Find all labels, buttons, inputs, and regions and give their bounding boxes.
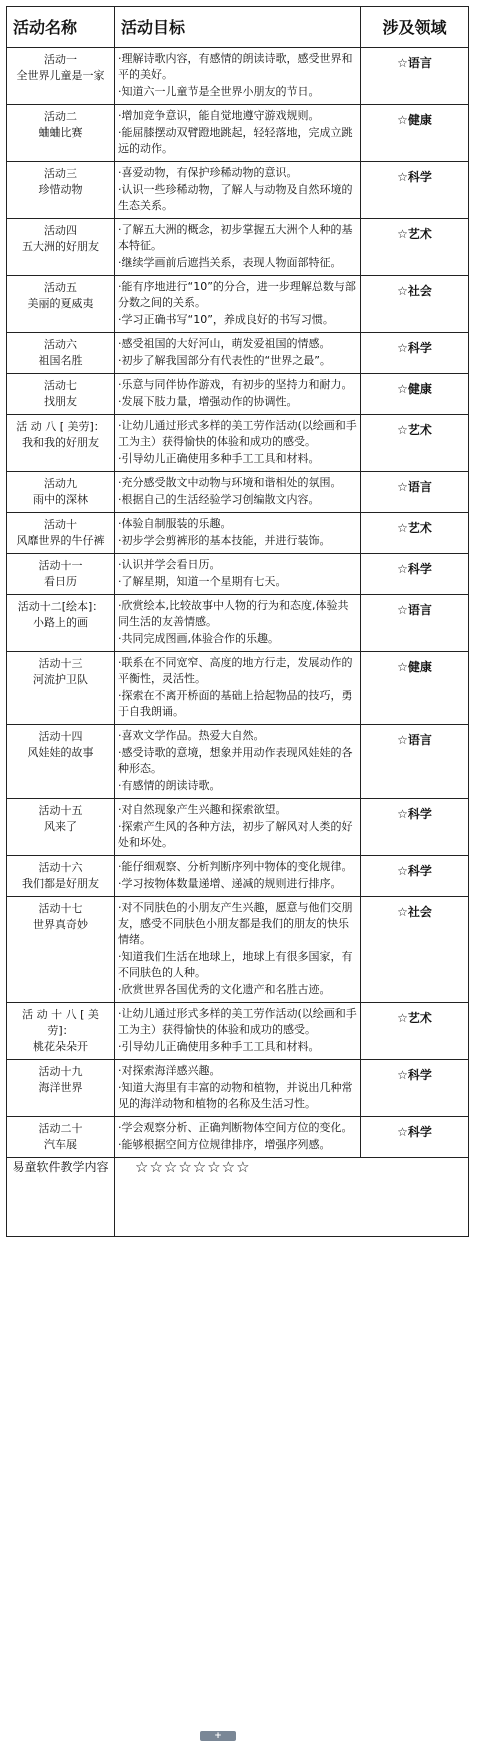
- activity-name-cell: [7, 513, 115, 554]
- activity-title: 蛐蛐比赛: [38, 126, 83, 139]
- activity-goals-cell: [115, 554, 361, 595]
- activity-title: 全世界儿童是一家: [16, 69, 105, 82]
- activity-goal-item: ·学习按物体数量递增、递减的规则进行排序。: [118, 877, 342, 890]
- activity-title: 小路上的画: [33, 616, 88, 629]
- activity-name-cell: [7, 799, 115, 856]
- activity-goal-item: ·了解星期，知道一个星期有七天。: [118, 575, 287, 588]
- activity-goal-item: ·知道我们生活在地球上，地球上有很多国家，有不同肤色的人种。: [118, 950, 353, 979]
- activity-goal-item: ·对探索海洋感兴趣。: [118, 1064, 221, 1077]
- activity-title: 桃花朵朵开: [33, 1040, 88, 1053]
- table-row: [7, 799, 469, 856]
- activity-goal-item: ·认识一些珍稀动物，了解人与动物及自然环境的生态关系。: [118, 183, 353, 212]
- activity-goal-item: ·探索在不离开桥面的基础上拾起物品的技巧，勇于自我朗诵。: [118, 689, 353, 718]
- activity-number: 活动十七: [38, 902, 83, 915]
- activity-title: 风娃娃的故事: [27, 746, 94, 759]
- activity-goal-item: ·发展下肢力量，增强动作的协调性。: [118, 395, 298, 408]
- table-row: [7, 415, 469, 472]
- activity-field-cell: ☆健康: [361, 652, 469, 725]
- activity-number: 活动一: [44, 53, 77, 66]
- activity-name-cell: [7, 1117, 115, 1158]
- activity-goal-item: ·感受祖国的大好河山，萌发爱祖国的情感。: [118, 337, 331, 350]
- activity-name-cell: [7, 333, 115, 374]
- activity-number: 活动二十: [38, 1122, 83, 1135]
- table-row: [7, 374, 469, 415]
- scroll-expand-button[interactable]: +: [200, 1731, 236, 1741]
- activity-title: 找朋友: [44, 395, 77, 408]
- activity-goals-cell: [115, 1003, 361, 1060]
- activity-goals-cell: [115, 1060, 361, 1117]
- table-row: [7, 162, 469, 219]
- activity-goals-cell: [115, 725, 361, 799]
- activity-number: 活动十九: [38, 1065, 83, 1078]
- activity-title: 看日历: [44, 575, 77, 588]
- table-row: [7, 1060, 469, 1117]
- table-row: [7, 1003, 469, 1060]
- activity-field-cell: ☆科学: [361, 162, 469, 219]
- activity-number: 活动九: [44, 477, 77, 490]
- activity-number: 活动十三: [38, 657, 83, 670]
- star-rating: ☆☆☆☆☆☆☆☆: [115, 1158, 469, 1237]
- activity-name-cell: [7, 554, 115, 595]
- activity-goals-cell: [115, 48, 361, 105]
- activity-name-cell: [7, 162, 115, 219]
- activity-title: 我们都是好朋友: [22, 877, 99, 890]
- activity-goal-item: ·继续学画前后遮挡关系，表现人物面部特征。: [118, 256, 342, 269]
- activity-goals-cell: [115, 897, 361, 1003]
- table-row: [7, 652, 469, 725]
- activity-title: 风靡世界的牛仔裤: [16, 534, 105, 547]
- activity-title: 五大洲的好朋友: [22, 240, 99, 253]
- activity-goals-cell: [115, 276, 361, 333]
- activity-name-cell: [7, 374, 115, 415]
- activity-name-cell: [7, 652, 115, 725]
- activity-field-cell: ☆社会: [361, 897, 469, 1003]
- activity-goals-cell: [115, 219, 361, 276]
- activity-goal-item: ·共同完成图画,体验合作的乐趣。: [118, 632, 279, 645]
- activity-title: 世界真奇妙: [33, 918, 88, 931]
- header-field: 涉及领域: [361, 7, 469, 48]
- header-row: [7, 7, 469, 48]
- activity-field-cell: ☆语言: [361, 472, 469, 513]
- activity-field-cell: ☆艺术: [361, 415, 469, 472]
- activity-goal-item: ·乐意与同伴协作游戏，有初步的坚持力和耐力。: [118, 378, 353, 391]
- activity-goal-item: ·探索产生风的各种方法，初步了解风对人类的好处和坏处。: [118, 820, 353, 849]
- activity-goal-item: ·能仔细观察、分析判断序列中物体的变化规律。: [118, 860, 353, 873]
- table-row: [7, 554, 469, 595]
- activity-goals-cell: [115, 513, 361, 554]
- activity-goal-item: ·根据自己的生活经验学习创编散文内容。: [118, 493, 320, 506]
- activity-number: 活 动 八 [ 美劳]：: [16, 420, 105, 433]
- table-row: [7, 897, 469, 1003]
- footer-label: 易童软件教学内容: [7, 1158, 115, 1237]
- activity-plan-table: [6, 6, 469, 1237]
- activity-field-cell: ☆艺术: [361, 219, 469, 276]
- activity-goals-cell: [115, 652, 361, 725]
- activity-title: 汽车展: [44, 1138, 77, 1151]
- activity-title: 海洋世界: [38, 1081, 83, 1094]
- activity-name-cell: [7, 219, 115, 276]
- activity-goal-item: ·能屈膝摆动双臂蹬地跳起，轻轻落地，完成立跳远的动作。: [118, 126, 353, 155]
- activity-title: 珍惜动物: [38, 183, 83, 196]
- activity-field-cell: ☆科学: [361, 1060, 469, 1117]
- activity-field-cell: ☆语言: [361, 595, 469, 652]
- activity-goal-item: ·认识并学会看日历。: [118, 558, 221, 571]
- activity-title: 美丽的夏威夷: [27, 297, 94, 310]
- activity-goals-cell: [115, 333, 361, 374]
- activity-goal-item: ·能够根据空间方位规律排序，增强序列感。: [118, 1138, 331, 1151]
- activity-goal-item: ·学会观察分析、正确判断物体空间方位的变化。: [118, 1121, 353, 1134]
- table-row: [7, 1117, 469, 1158]
- activity-field-cell: ☆科学: [361, 856, 469, 897]
- activity-goal-item: ·理解诗歌内容，有感情的朗读诗歌，感受世界和平的美好。: [118, 52, 353, 81]
- activity-field-cell: ☆语言: [361, 725, 469, 799]
- activity-number: 活动七: [44, 379, 77, 392]
- table-row: [7, 105, 469, 162]
- activity-name-cell: [7, 595, 115, 652]
- activity-goals-cell: [115, 415, 361, 472]
- activity-number: 活 动 十 八 [ 美劳]：: [22, 1008, 99, 1037]
- activity-number: 活动十六: [38, 861, 83, 874]
- activity-goal-item: ·对不同肤色的小朋友产生兴趣，愿意与他们交朋友，感受不同肤色小朋友都是我们的朋友的快乐情绪。: [118, 901, 353, 946]
- activity-goal-item: ·引导幼儿正确使用多种手工工具和材料。: [118, 1040, 320, 1053]
- activity-goal-item: ·喜欢文学作品。热爱大自然。: [118, 729, 265, 742]
- activity-goal-item: ·欣赏绘本,比较故事中人物的行为和态度,体验共同生活的友善情感。: [118, 599, 349, 628]
- activity-goals-cell: [115, 472, 361, 513]
- activity-field-cell: ☆健康: [361, 374, 469, 415]
- activity-goal-item: ·有感情的朗读诗歌。: [118, 779, 221, 792]
- activity-number: 活动十二[绘本]：: [17, 600, 104, 613]
- activity-goals-cell: [115, 595, 361, 652]
- activity-goals-cell: [115, 856, 361, 897]
- activity-name-cell: [7, 1060, 115, 1117]
- activity-number: 活动六: [44, 338, 77, 351]
- activity-title: 风来了: [44, 820, 77, 833]
- activity-name-cell: [7, 472, 115, 513]
- activity-goal-item: ·充分感受散文中动物与环境和谐相处的氛围。: [118, 476, 342, 489]
- activity-goal-item: ·联系在不同宽窄、高度的地方行走，发展动作的平衡性，灵活性。: [118, 656, 353, 685]
- activity-number: 活动三: [44, 167, 77, 180]
- table-row: [7, 333, 469, 374]
- activity-goals-cell: [115, 105, 361, 162]
- activity-number: 活动十一: [38, 559, 83, 572]
- table-row: [7, 595, 469, 652]
- activity-goal-item: ·让幼儿通过形式多样的美工劳作活动(以绘画和手工为主）获得愉快的体验和成功的感受。: [118, 419, 357, 448]
- activity-name-cell: [7, 105, 115, 162]
- activity-number: 活动十: [44, 518, 77, 531]
- activity-goal-item: ·能有序地进行“10”的分合，进一步理解总数与部分数之间的关系。: [118, 280, 356, 309]
- table-row: [7, 472, 469, 513]
- activity-goals-cell: [115, 799, 361, 856]
- activity-name-cell: [7, 725, 115, 799]
- table-row: [7, 725, 469, 799]
- activity-title: 祖国名胜: [38, 354, 83, 367]
- activity-goal-item: ·知道六一儿童节是全世界小朋友的节日。: [118, 85, 320, 98]
- footer-row: [7, 1158, 469, 1237]
- activity-field-cell: ☆艺术: [361, 1003, 469, 1060]
- activity-name-cell: [7, 48, 115, 105]
- activity-goals-cell: [115, 162, 361, 219]
- activity-goal-item: ·引导幼儿正确使用多种手工工具和材料。: [118, 452, 320, 465]
- activity-goal-item: ·欣赏世界各国优秀的文化遗产和名胜古迹。: [118, 983, 331, 996]
- activity-name-cell: [7, 276, 115, 333]
- table-row: [7, 513, 469, 554]
- activity-number: 活动五: [44, 281, 77, 294]
- activity-name-cell: [7, 897, 115, 1003]
- activity-field-cell: ☆科学: [361, 1117, 469, 1158]
- table-row: [7, 856, 469, 897]
- activity-name-cell: [7, 415, 115, 472]
- activity-field-cell: ☆语言: [361, 48, 469, 105]
- activity-goal-item: ·了解五大洲的概念，初步掌握五大洲个人种的基本特征。: [118, 223, 353, 252]
- activity-goals-cell: [115, 1117, 361, 1158]
- header-activity-name: 活动名称: [7, 7, 115, 48]
- activity-goal-item: ·喜爱动物，有保护珍稀动物的意识。: [118, 166, 298, 179]
- activity-field-cell: ☆科学: [361, 333, 469, 374]
- activity-goal-item: ·知道大海里有丰富的动物和植物，并说出几种常见的海洋动物和植物的名称及生活习性。: [118, 1081, 353, 1110]
- activity-field-cell: ☆艺术: [361, 513, 469, 554]
- activity-goal-item: ·学习正确书写“10”，养成良好的书写习惯。: [118, 313, 334, 326]
- activity-field-cell: ☆健康: [361, 105, 469, 162]
- table-row: [7, 219, 469, 276]
- activity-field-cell: ☆科学: [361, 554, 469, 595]
- activity-title: 我和我的好朋友: [22, 436, 99, 449]
- activity-field-cell: ☆科学: [361, 799, 469, 856]
- activity-goal-item: ·初步学会剪裤形的基本技能，并进行装饰。: [118, 534, 331, 547]
- activity-goal-item: ·体验自制服装的乐趣。: [118, 517, 232, 530]
- activity-goal-item: ·增加竞争意识，能自觉地遵守游戏规则。: [118, 109, 320, 122]
- table-row: [7, 48, 469, 105]
- activity-number: 活动十五: [38, 804, 83, 817]
- activity-name-cell: [7, 856, 115, 897]
- activity-goal-item: ·初步了解我国部分有代表性的“世界之最”。: [118, 354, 331, 367]
- header-activity-goal: 活动目标: [115, 7, 361, 48]
- activity-goal-item: ·感受诗歌的意境，想象并用动作表现风娃娃的各种形态。: [118, 746, 353, 775]
- activity-number: 活动二: [44, 110, 77, 123]
- table-row: [7, 276, 469, 333]
- activity-name-cell: [7, 1003, 115, 1060]
- activity-goal-item: ·让幼儿通过形式多样的美工劳作活动(以绘画和手工为主）获得愉快的体验和成功的感受。: [118, 1007, 357, 1036]
- activity-title: 雨中的深林: [33, 493, 88, 506]
- activity-number: 活动四: [44, 224, 77, 237]
- activity-field-cell: ☆社会: [361, 276, 469, 333]
- activity-goal-item: ·对自然现象产生兴趣和探索欲望。: [118, 803, 287, 816]
- activity-number: 活动十四: [38, 730, 83, 743]
- activity-goals-cell: [115, 374, 361, 415]
- activity-title: 河流护卫队: [33, 673, 88, 686]
